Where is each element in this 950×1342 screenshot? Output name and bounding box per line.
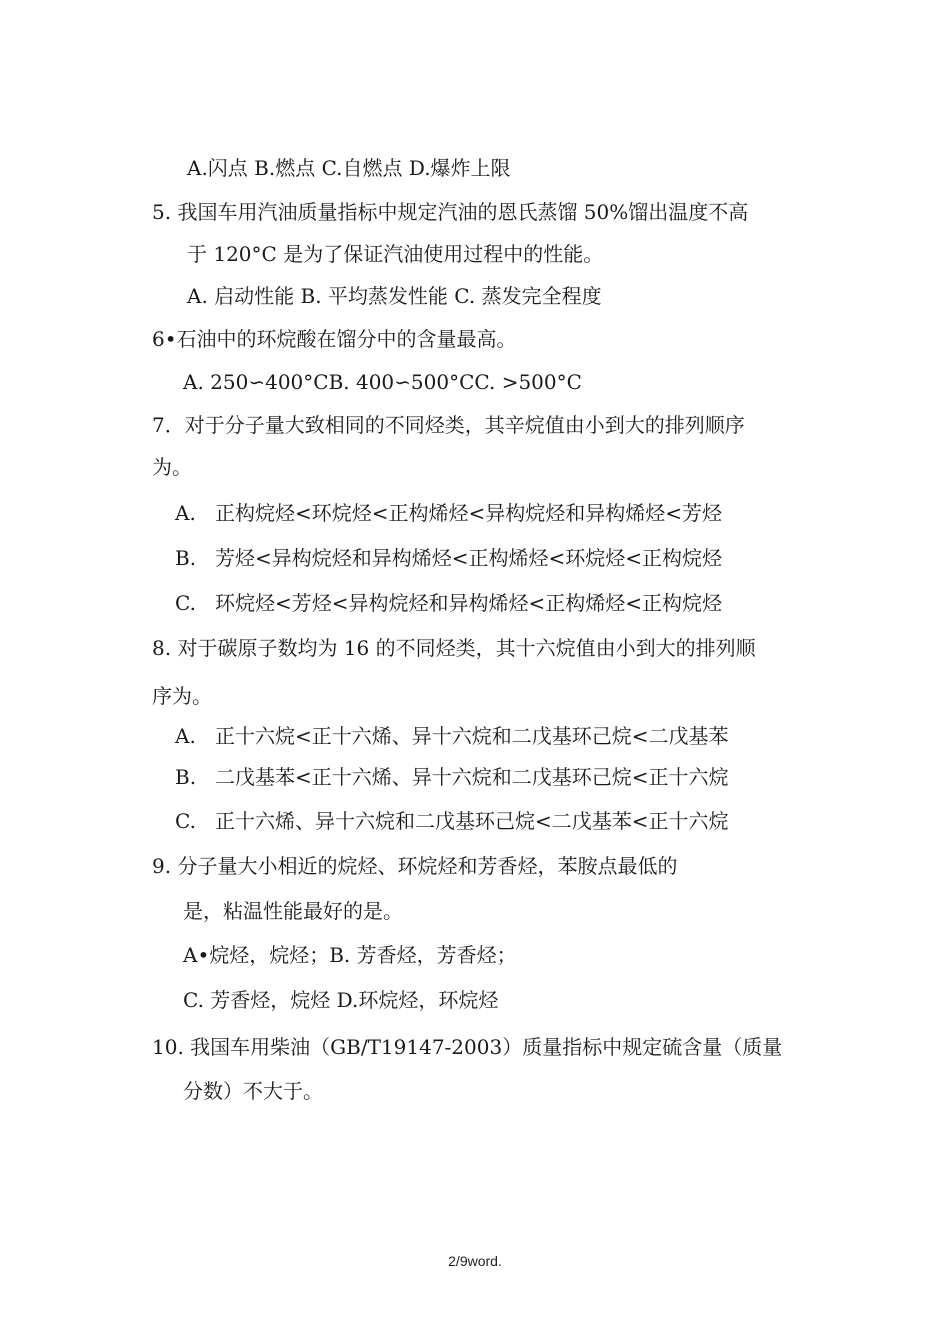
q9-options-line1: A•烷烃，烷烃；B. 芳香烃，芳香烃；	[183, 943, 517, 967]
q5-options: A. 启动性能 B. 平均蒸发性能 C. 蒸发完全程度	[187, 284, 602, 308]
option-letter: B.	[175, 765, 197, 789]
q8-option-c	[175, 808, 729, 834]
q8-option-a	[175, 723, 729, 749]
q10-text-line2: 分数）不大于。	[183, 1079, 323, 1103]
option-text: 正构烷烃<环烷烃<正构烯烃<异构烷烃和异构烯烃<芳烃	[215, 501, 723, 525]
q5-text-line1: 5. 我国车用汽油质量指标中规定汽油的恩氏蒸馏 50%馏出温度不高	[152, 200, 749, 224]
option-letter: B.	[175, 546, 197, 570]
q6-text: 6•石油中的环烷酸在馏分中的含量最高。	[152, 327, 517, 351]
q7-option-c	[175, 590, 722, 616]
option-letter: C.	[175, 809, 196, 833]
q9-text-line1: 9. 分子量大小相近的烷烃、环烷烃和芳香烃，苯胺点最低的	[152, 854, 678, 878]
q6-options: A. 250∽400°CB. 400∽500°CC. >500°C	[183, 370, 582, 394]
option-letter: A.	[175, 501, 196, 525]
q8-option-b	[175, 764, 729, 790]
option-text: 环烷烃<芳烃<异构烷烃和异构烯烃<正构烯烃<正构烷烃	[215, 591, 723, 615]
option-letter: A.	[175, 724, 196, 748]
q10-text-line1: 10. 我国车用柴油（GB/T19147-2003）质量指标中规定硫含量（质量	[152, 1035, 783, 1059]
q8-text-line1: 8. 对于碳原子数均为 16 的不同烃类，其十六烷值由小到大的排列顺	[152, 636, 756, 660]
q8-text-line2: 序为。	[152, 684, 212, 708]
q7-option-b	[175, 545, 722, 571]
q7-text-line2: 为。	[152, 455, 192, 479]
q7-option-a	[175, 500, 722, 526]
option-text: 芳烃<异构烷烃和异构烯烃<正构烯烃<环烷烃<正构烷烃	[215, 546, 723, 570]
q5-text-line2: 于 120°C 是为了保证汽油使用过程中的性能。	[187, 242, 604, 266]
option-text: 正十六烷<正十六烯、异十六烷和二戊基环己烷<二戊基苯	[215, 724, 729, 748]
q9-text-line2: 是，粘温性能最好的是。	[183, 899, 403, 923]
option-letter: C.	[175, 591, 196, 615]
q7-text-line1: 7．对于分子量大致相同的不同烃类，其辛烷值由小到大的排列顺序	[152, 413, 745, 437]
page-footer: 2/9word.	[448, 1253, 502, 1269]
option-text: 正十六烯、异十六烷和二戊基环己烷<二戊基苯<正十六烷	[215, 809, 729, 833]
q4-options: A.闪点 B.燃点 C.自燃点 D.爆炸上限	[187, 156, 511, 180]
q9-options-line2: C. 芳香烃，烷烃 D.环烷烃，环烷烃	[183, 988, 499, 1012]
option-text: 二戊基苯<正十六烯、异十六烷和二戊基环己烷<正十六烷	[215, 765, 729, 789]
